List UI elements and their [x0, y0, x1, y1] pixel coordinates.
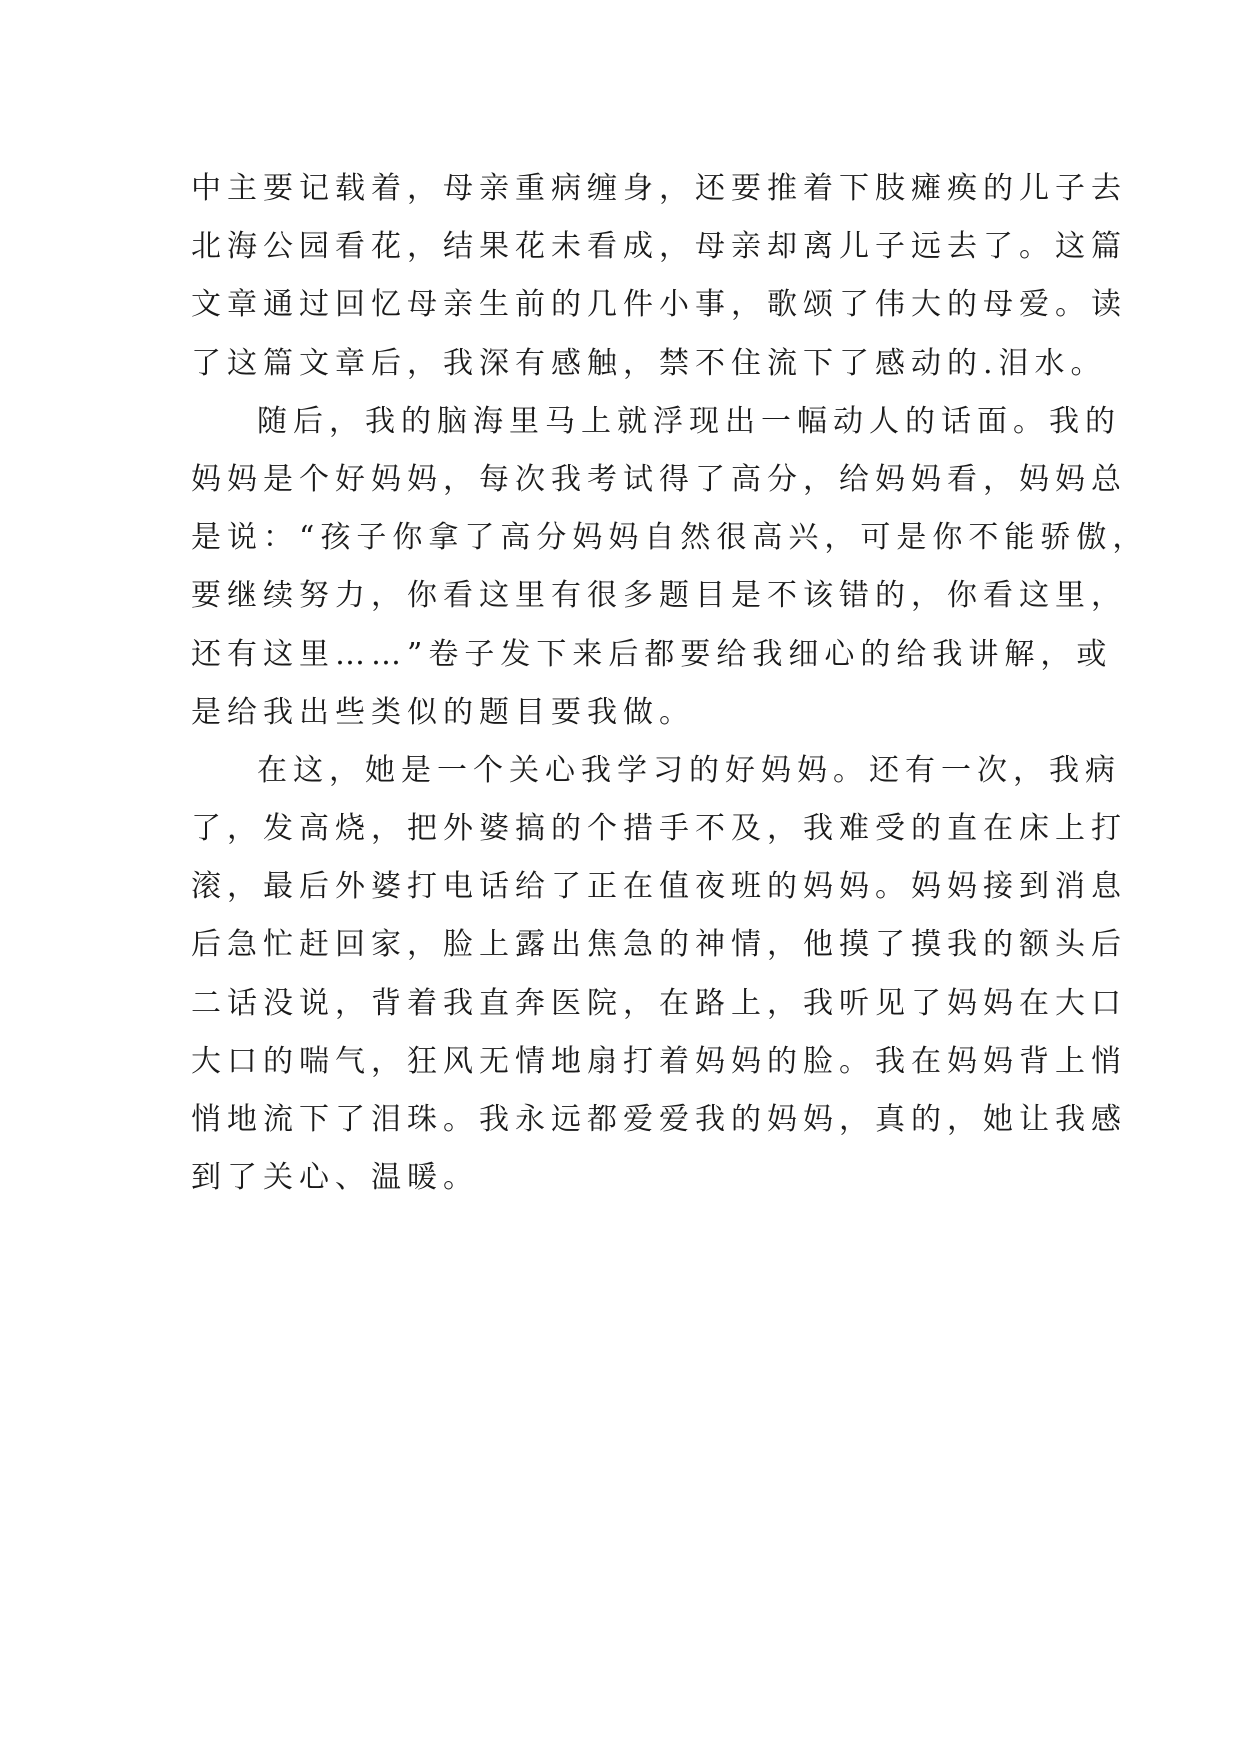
text-line: 中主要记载着，母亲重病缠身，还要推着下肢瘫痪的儿子去: [191, 171, 1127, 206]
text-line: 大口的喘气，狂风无情地扇打着妈妈的脸。我在妈妈背上悄: [191, 1043, 1127, 1079]
text-line: 还有这里……”卷子发下来后都要给我细心的给我讲解，或: [191, 636, 1113, 672]
text-line: 妈妈是个好妈妈，每次我考试得了高分，给妈妈看，妈妈总: [191, 461, 1127, 497]
text-line: 要继续努力，你看这里有很多题目是不该错的，你看这里，: [191, 578, 1127, 614]
text-line: 后急忙赶回家，脸上露出焦急的神情，他摸了摸我的额头后: [191, 927, 1127, 963]
text-line: 是说：“孩子你拿了高分妈妈自然很高兴，可是你不能骄傲，: [191, 520, 1149, 556]
text-line: 随后，我的脑海里马上就浮现出一幅动人的话面。我的: [257, 403, 1121, 439]
body-text: [191, 160, 1149, 1207]
text-line: 北海公园看花，结果花未看成，母亲却离儿子远去了。这篇: [191, 229, 1127, 265]
text-line: 了这篇文章后，我深有感触，禁不住流下了感动的.泪水。: [191, 345, 1107, 381]
text-line: 到了关心、温暖。: [191, 1160, 479, 1196]
text-line: 滚，最后外婆打电话给了正在值夜班的妈妈。妈妈接到消息: [191, 869, 1127, 905]
text-line: 二话没说，背着我直奔医院，在路上，我听见了妈妈在大口: [191, 985, 1127, 1021]
text-line: 了，发高烧，把外婆搞的个措手不及，我难受的直在床上打: [191, 811, 1127, 847]
text-line: 悄地流下了泪珠。我永远都爱爱我的妈妈，真的，她让我感: [191, 1102, 1127, 1137]
text-line: 文章通过回忆母亲生前的几件小事，歌颂了伟大的母爱。读: [191, 287, 1127, 323]
text-line: 在这，她是一个关心我学习的好妈妈。还有一次，我病: [257, 752, 1121, 788]
paragraph-3: [191, 742, 1127, 1208]
text-line: 是给我出些类似的题目要我做。: [191, 694, 695, 730]
paragraph-1: [191, 160, 1127, 393]
paragraph-2: [191, 393, 1149, 742]
